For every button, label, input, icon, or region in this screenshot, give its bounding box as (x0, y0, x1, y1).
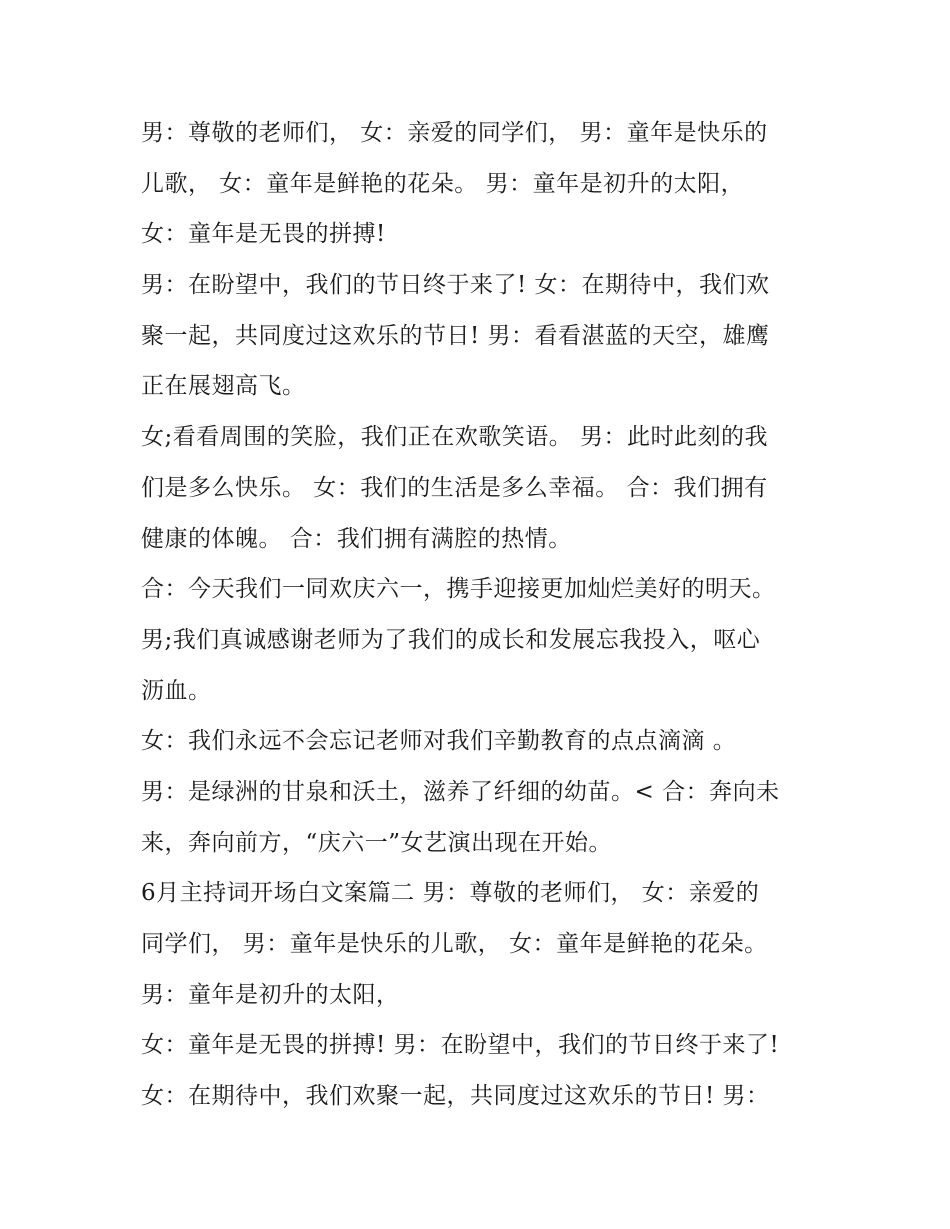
text-line: 正在展翅高飞。 (141, 373, 306, 400)
text-line: 女：在期待中，我们欢聚一起，共同度过这欢乐的节日! 男： (141, 1083, 770, 1110)
text-line: 健康的体魄。 合：我们拥有满腔的热情。 (141, 525, 572, 552)
text-line: 沥血。 (141, 677, 212, 704)
text-line: 女：童年是无畏的拼搏! (141, 221, 386, 248)
text-line: 男;我们真诚感谢老师为了我们的成长和发展忘我投入，呕心 (141, 626, 761, 653)
text-line: 男：是绿洲的甘泉和沃土，滋养了纤细的幼苗。< 合：奔向未 (141, 778, 780, 805)
text-line: 女：我们永远不会忘记老师对我们辛勤教育的点点滴滴 。 (141, 728, 737, 755)
text-line: 同学们， 男：童年是快乐的儿歌， 女：童年是鲜艳的花朵。 (141, 931, 768, 957)
text-line: 儿歌， 女：童年是鲜艳的花朵。 男：童年是初升的太阳， (141, 170, 745, 197)
document-body (141, 108, 821, 1122)
text-line: 合：今天我们一同欢庆六一，携手迎接更加灿烂美好的明天。 (141, 576, 776, 603)
text-line: 男：在盼望中，我们的节日终于来了! 女：在期待中，我们欢 (141, 272, 770, 299)
text-line: 男：童年是初升的太阳， (141, 981, 400, 1008)
text-line: 女;看看周围的笑脸，我们正在欢歌笑语。 男：此时此刻的我 (141, 424, 769, 451)
text-line: 女：童年是无畏的拼搏! 男：在盼望中，我们的节日终于来了! (141, 1032, 780, 1059)
text-line: 6月主持词开场白文案篇二 男：尊敬的老师们， 女：亲爱的 (141, 880, 760, 907)
text-line: 来，奔向前方，“庆六一”女艺演出现在开始。 (141, 829, 613, 856)
text-line: 男：尊敬的老师们， 女：亲爱的同学们， 男：童年是快乐的 (141, 120, 768, 146)
text-line: 们是多么快乐。 女：我们的生活是多么幸福。 合：我们拥有 (141, 474, 768, 501)
text-line: 聚一起，共同度过这欢乐的节日! 男：看看湛蓝的天空，雄鹰 (141, 322, 770, 349)
